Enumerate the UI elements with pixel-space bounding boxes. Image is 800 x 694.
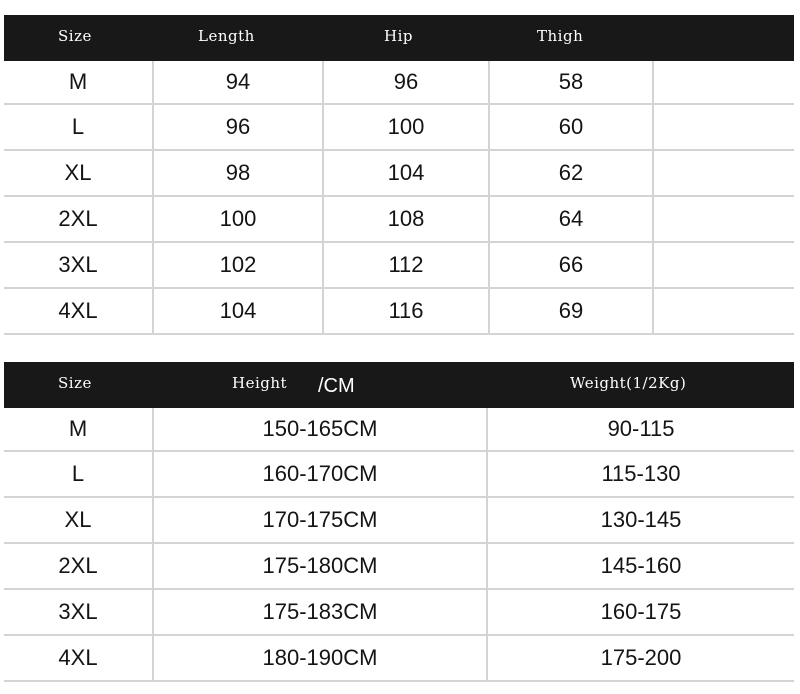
table-row <box>4 408 794 452</box>
table-row <box>4 289 794 335</box>
header-length: Length <box>198 27 255 45</box>
cell-size: 4XL <box>58 298 98 323</box>
cell-thigh: 69 <box>558 298 584 323</box>
header-thigh: Thigh <box>537 27 584 45</box>
table-row <box>4 452 794 498</box>
cell-hip: 104 <box>387 160 425 185</box>
cell-weight: 90-115 <box>607 416 675 441</box>
header-unit: /CM <box>318 375 355 397</box>
fit-table-body <box>4 408 794 682</box>
cell-height: 175-183CM <box>262 599 378 624</box>
cell-length: 96 <box>225 114 251 139</box>
cell-height: 150-165CM <box>262 416 378 441</box>
measurements-table <box>4 15 794 335</box>
cell-size: XL <box>64 507 92 532</box>
header-weight: Weight(1/2Kg) <box>570 374 687 392</box>
cell-length: 98 <box>225 160 251 185</box>
cell-height: 160-170CM <box>262 461 378 486</box>
table-row <box>4 243 794 289</box>
cell-size: M <box>68 416 88 441</box>
cell-size: M <box>68 69 88 94</box>
cell-weight: 115-130 <box>601 461 681 486</box>
cell-height: 170-175CM <box>262 507 378 532</box>
fit-table-header <box>4 362 794 408</box>
cell-empty <box>654 197 794 241</box>
cell-size: L <box>71 461 85 486</box>
cell-thigh: 62 <box>558 160 584 185</box>
cell-empty <box>654 151 794 195</box>
cell-thigh: 58 <box>558 69 584 94</box>
header-size: Size <box>58 27 92 45</box>
table-row <box>4 61 794 105</box>
table-row <box>4 105 794 151</box>
cell-weight: 130-145 <box>600 507 682 532</box>
cell-length: 94 <box>225 69 251 94</box>
cell-weight: 175-200 <box>600 645 682 670</box>
table-row <box>4 636 794 682</box>
fit-table <box>4 362 794 682</box>
cell-thigh: 60 <box>558 114 584 139</box>
cell-hip: 116 <box>388 298 424 323</box>
cell-hip: 96 <box>393 69 419 94</box>
table-row <box>4 498 794 544</box>
table-row <box>4 197 794 243</box>
cell-length: 100 <box>219 206 257 231</box>
measurements-table-header <box>4 15 794 61</box>
cell-length: 104 <box>219 298 257 323</box>
cell-size: XL <box>64 160 92 185</box>
header-hip: Hip <box>384 27 413 45</box>
cell-hip: 100 <box>387 114 425 139</box>
cell-size: 2XL <box>58 553 98 578</box>
cell-weight: 145-160 <box>600 553 682 578</box>
table-row <box>4 151 794 197</box>
cell-empty <box>654 105 794 149</box>
measurements-table-body <box>4 61 794 335</box>
cell-size: 2XL <box>58 206 98 231</box>
cell-size: 3XL <box>58 252 98 277</box>
cell-weight: 160-175 <box>600 599 682 624</box>
cell-empty <box>654 243 794 287</box>
cell-hip: 112 <box>388 252 424 277</box>
cell-size: L <box>71 114 85 139</box>
cell-hip: 108 <box>387 206 425 231</box>
cell-length: 102 <box>219 252 257 277</box>
header-size: Size <box>58 374 92 392</box>
cell-thigh: 66 <box>558 252 584 277</box>
table-row <box>4 544 794 590</box>
table-row <box>4 590 794 636</box>
cell-empty <box>654 61 794 103</box>
cell-height: 175-180CM <box>262 553 378 578</box>
cell-empty <box>654 289 794 333</box>
cell-size: 3XL <box>58 599 98 624</box>
cell-height: 180-190CM <box>262 645 378 670</box>
cell-thigh: 64 <box>558 206 584 231</box>
header-height: Height <box>232 374 288 392</box>
cell-size: 4XL <box>58 645 98 670</box>
